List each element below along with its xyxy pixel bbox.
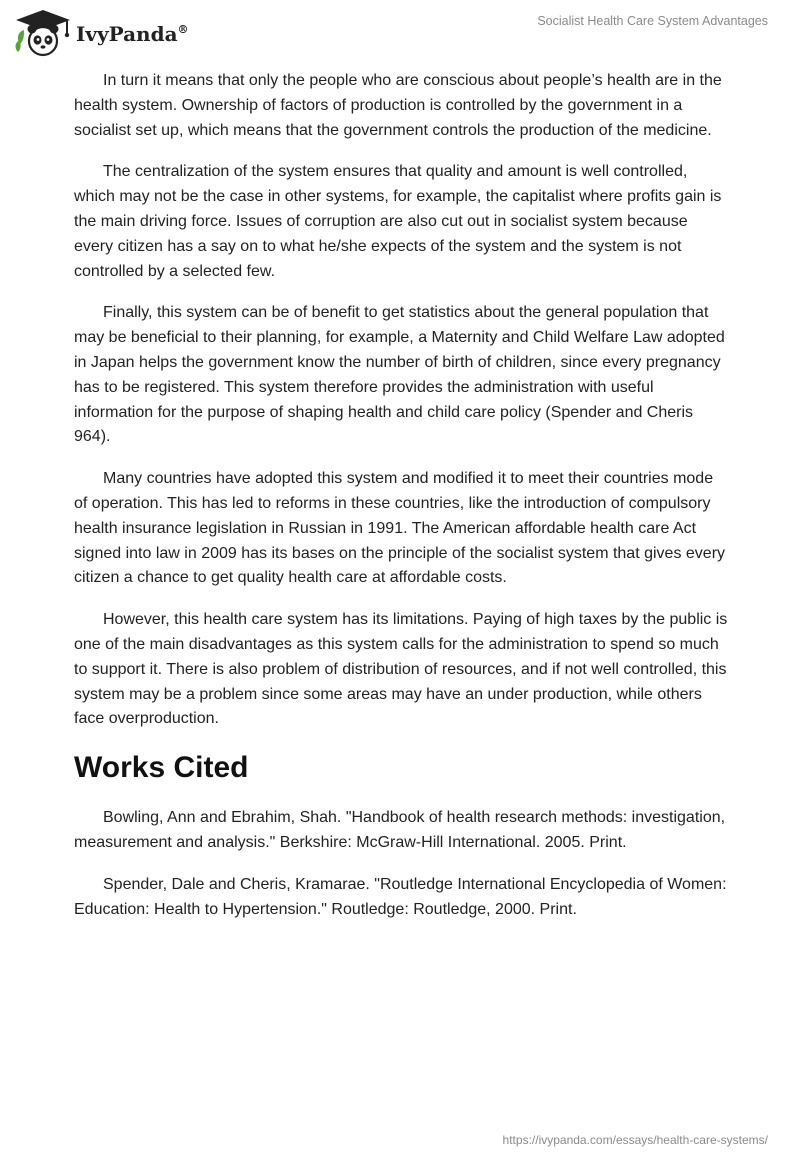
document-title: Socialist Health Care System Advantages: [537, 14, 768, 28]
paragraph: The centralization of the system ensures that quality and amount is well controlled, which may not be the case in other systems, for example, the capitalist where profits gain is the main driving force. Issues of corruption are also cut out in socialist system because every citizen has a say on to what he/she expects of the system and the system is not controlled by a selected few.: [74, 163, 722, 280]
paragraph: Finally, this system can be of benefit to get statistics about the general population that may be beneficial to their planning, for example, a Maternity and Child Welfare Law adopted in Japan helps the government know the number of birth of children, since every pregnancy has to be registered. This system therefore provides the administration with useful information for the purpose of shaping health and child care policy (Spender and Cheris 964).: [74, 304, 725, 446]
page-header: [0, 0, 800, 70]
citation-entry: Spender, Dale and Cheris, Kramarae. "Routledge International Encyclopedia of Women: Education: Health to Hypertension." Routledge: Routledge, 2000. Print.: [74, 875, 727, 918]
paragraph: However, this health care system has its limitations. Paying of high taxes by the public is one of the main disadvantages as this system calls for the administration to spend so much to support it. There is also problem of distribution of resources, and if not well controlled, this system may be a problem since some areas may have an under production, while others face overproduction.: [74, 611, 728, 728]
paragraph: Many countries have adopted this system and modified it to meet their countries mode of operation. This has led to reforms in these countries, like the introduction of compulsory health insurance legislation in Russian in 1991. The American affordable health care Act signed into law in 2009 has its bases on the principle of the socialist system that gives every citizen a chance to get quality health care at affordable costs.: [74, 470, 726, 587]
source-url[interactable]: https://ivypanda.com/essays/health-care-systems/: [502, 1133, 768, 1147]
paragraph: In turn it means that only the people who are conscious about people’s health are in the health system. Ownership of factors of production is controlled by the government in a socialist set up, which means that the government controls the production of the medicine.: [74, 72, 722, 139]
brand-name: IvyPanda®: [76, 22, 189, 46]
panda-graduate-logo-icon: [14, 8, 72, 58]
citation-entry: Bowling, Ann and Ebrahim, Shah. "Handbook of health research methods: investigation, measurement and analysis." Berkshire: McGraw-Hill International. 2005. Print.: [74, 809, 726, 851]
logo[interactable]: [14, 8, 189, 58]
works-cited-heading: Works Cited: [74, 751, 249, 785]
essay-body: [74, 69, 730, 939]
